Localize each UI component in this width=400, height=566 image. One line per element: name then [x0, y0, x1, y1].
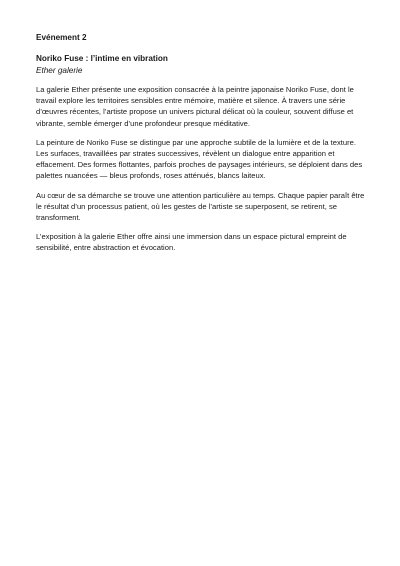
- document-page: [36, 32, 366, 262]
- paragraph-2: La peinture de Noriko Fuse se distingue par une approche subtile de la lumière et de la texture. Les surfaces, travaillées par strates successives, révèlent un dialogue entre apparition et effacement. Des formes flottantes, parfois proches de paysages intérieurs, se déploient dans des palettes nuancées — bleus profonds, roses atténués, blancs laiteux.: [36, 137, 363, 181]
- document-title: Noriko Fuse : l’intime en vibration: [36, 54, 168, 63]
- gallery-name: Ether galerie: [36, 66, 83, 75]
- paragraph-4: L’exposition à la galerie Ether offre ainsi une immersion dans un espace pictural empreint de sensibilité, entre abstraction et évocation.: [36, 232, 347, 253]
- paragraph-3: Au cœur de sa démarche se trouve une attention particulière au temps. Chaque papier paraît être le résultat d’un processus patient, où les gestes de l’artiste se superposent, se retirent, se transforment.: [36, 190, 365, 223]
- event-label: Evénement 2: [36, 33, 87, 42]
- paragraph-1: La galerie Ether présente une exposition consacrée à la peintre japonaise Noriko Fuse, dont le travail explore les territoires sensibles entre mémoire, matière et silence. À travers une série d’œuvres récentes, l’artiste propose un univers pictural délicat où la couleur, souvent diffuse et vibrante, semble émerger d’une profondeur presque méditative.: [36, 85, 354, 128]
